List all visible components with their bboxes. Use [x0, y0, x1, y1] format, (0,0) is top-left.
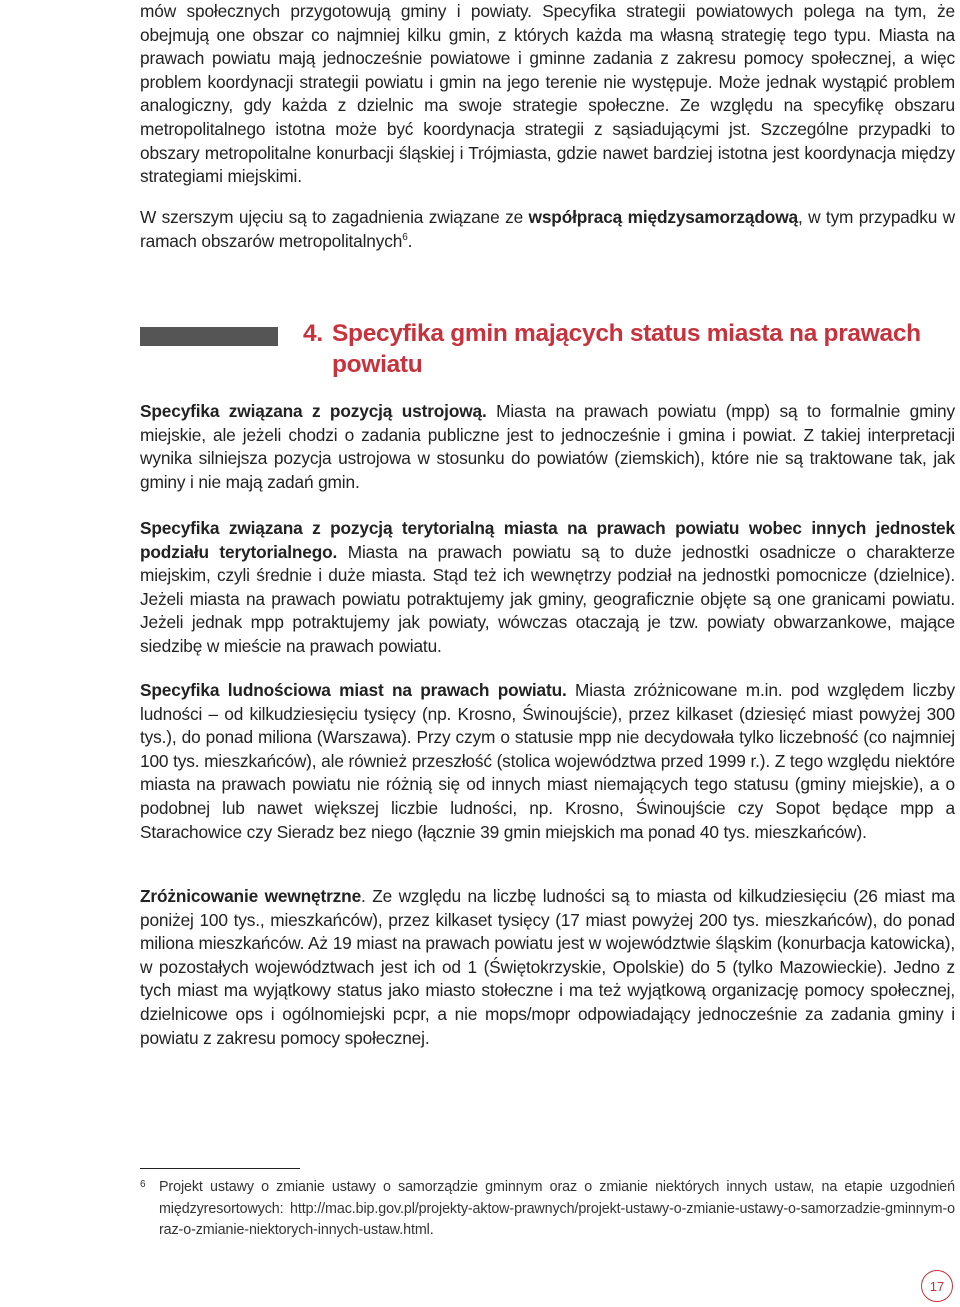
paragraph-text: Miasta na prawach powiatu (mpp) są to formalnie gminy miejskie, ale jeżeli chodzi o zadania publiczne jest to jednocześnie i gmina i powiat. Z takiej interpretacji wynika silniejsza pozycja ustrojowa w stosunku do powiatów (ziemskich), które nie są traktowane tak, jak gminy i nie mają zadań gmin. — [140, 401, 955, 492]
paragraph-territorial-position — [140, 517, 955, 659]
paragraph-text: mów społecznych przygotowują gminy i powiaty. Specyfika strategii powiatowych polega na tym, że obejmują one obszar co najmniej kilku gmin, z których każda ma własną strategię tego typu. Miasta na prawach powiatu mają jednocześnie powiatowe i gminne zadania z zakresu pomocy społecznej, a więc problem koordynacji strategii powiatu i gmin na jego terenie nie występuje. Może jednak wystąpić problem analogiczny, gdy każda z dzielnic ma swoje strategie społeczne. Ze względu na specyfikę obszaru metropolitalnego istotna może być koordynacja strategii z sąsiadującymi jst. Szczególne przypadki to obszary metropolitalne konurbacji śląskiej i Trójmiasta, gdzie nawet bardziej istotna jest koordynacja między strategiami miejskimi. — [140, 1, 955, 187]
paragraph-lead: Specyfika związana z pozycją terytorialną miasta na prawach powiatu wobec innych jednostek podziału terytorialnego. — [140, 518, 955, 562]
section-title-line2: powiatu — [332, 351, 423, 378]
paragraph-internal-diversity — [140, 885, 955, 1050]
paragraph-text: . — [407, 230, 413, 251]
footnote-reference[interactable]: 6 — [402, 231, 408, 243]
footnote-divider — [140, 1168, 300, 1169]
paragraph-strategy-coordination — [140, 0, 955, 189]
section-number: 4. — [303, 320, 323, 347]
footnote-number: 6 — [140, 1179, 146, 1190]
paragraph-text: Miasta na prawach powiatu są to duże jednostki osadnicze o charakterze miejskim, czyli średnie i duże miasta. Stąd też ich wewnętrzy podział na jednostki pomocnicze (dzielnice). Jeżeli miasta na prawach powiatu potraktujemy jak gminy, geograficznie objęte są one granicami powiatu. Jeżeli jednak mpp potraktujemy jak powiaty, wówczas otaczają je tzw. powiaty obwarzankowe, mające siedzibę w mieście na prawach powiatu. — [140, 541, 955, 656]
section-heading — [303, 318, 958, 380]
footnote-link[interactable]: http://mac.bip.gov.pl/projekty-aktow-prawnych/projekt-ustawy-o-zmianie-ustawy-o-samorzadzie-gminnym-oraz-o-zmianie-niektorych-innych-ustaw.html. — [159, 1200, 955, 1238]
paragraph-population-specifics — [140, 679, 955, 844]
paragraph-constitutional-position — [140, 400, 955, 494]
page-number: 17 — [929, 1278, 945, 1294]
paragraph-text: W szerszym ujęciu są to zagadnienia związane ze — [140, 207, 529, 227]
page-number-badge — [921, 1270, 953, 1302]
footnote — [140, 1177, 955, 1242]
paragraph-text: , w tym przypadku w ramach obszarów metropolitalnych — [140, 207, 956, 251]
paragraph-text: . Ze względu na liczbę ludności są to miasta od kilkudziesięciu (26 miast ma poniżej 100 tys., mieszkańców), przez kilkaset tysięcy (17 miast powyżej 200 tys. mieszkańców), do ponad miliona mieszkańców. Aż 19 miast na prawach powiatu jest w województwie śląskim (konurbacja katowicka), w pozostałych województwach jest ich od 1 (Świętokrzyskie, Opolskie) do 5 (tylko Mazowieckie). Jedno z tych miast ma wyjątkowy status jako miasto stołeczne i ma też wyjątkową organizację pomocy społecznej, dzielnicowe ops i ogólnomiejski pcpr, a nie mops/mopr odpowiadający jednocześnie za zadania gminy i powiatu z zakresu pomocy społecznej. — [140, 886, 955, 1048]
paragraph-text: Miasta zróżnicowane m.in. pod względem liczby ludności – od kilkudziesięciu tysięcy (np. Krosno, Świnoujście), przez kilkaset (dziesięć miast powyżej 300 tys.), do ponad miliona (Warszawa). Przy czym o statusie mpp nie decydowała tylko liczebność (co najmniej 100 tys. mieszkańców), ale również przeszłość (stolica województwa przed 1999 r.). Z tego względu niektóre miasta na prawach powiatu nie różnią się od innych miast niemających tego statusu (gminy miejskie), a o podobnej lub nawet większej liczbie ludności, np. Krosno, Świnoujście czy Sopot będące mpp a Starachowice czy Sieradz bez niego (łącznie 39 gmin miejskich ma ponad 40 tys. mieszkańców). — [140, 680, 955, 842]
section-title-line1: Specyfika gmin mających status miasta na prawach — [332, 320, 921, 347]
paragraph-lead: Zróżnicowanie wewnętrzne — [140, 886, 362, 906]
paragraph-lead: Specyfika ludnościowa miast na prawach powiatu. — [140, 680, 567, 700]
section-heading-bar — [140, 327, 278, 346]
footnote-body — [159, 1177, 955, 1242]
paragraph-lead: Specyfika związana z pozycją ustrojową. — [140, 401, 487, 421]
paragraph-intermunicipal-cooperation — [140, 206, 955, 253]
bold-term: współpracą międzysamorządową — [528, 207, 798, 227]
footnote-text: Projekt ustawy o zmianie ustawy o samorządzie gminnym oraz o zmianie niektórych innych ustaw, na etapie uzgodnień międzyresortowych: — [159, 1179, 955, 1217]
